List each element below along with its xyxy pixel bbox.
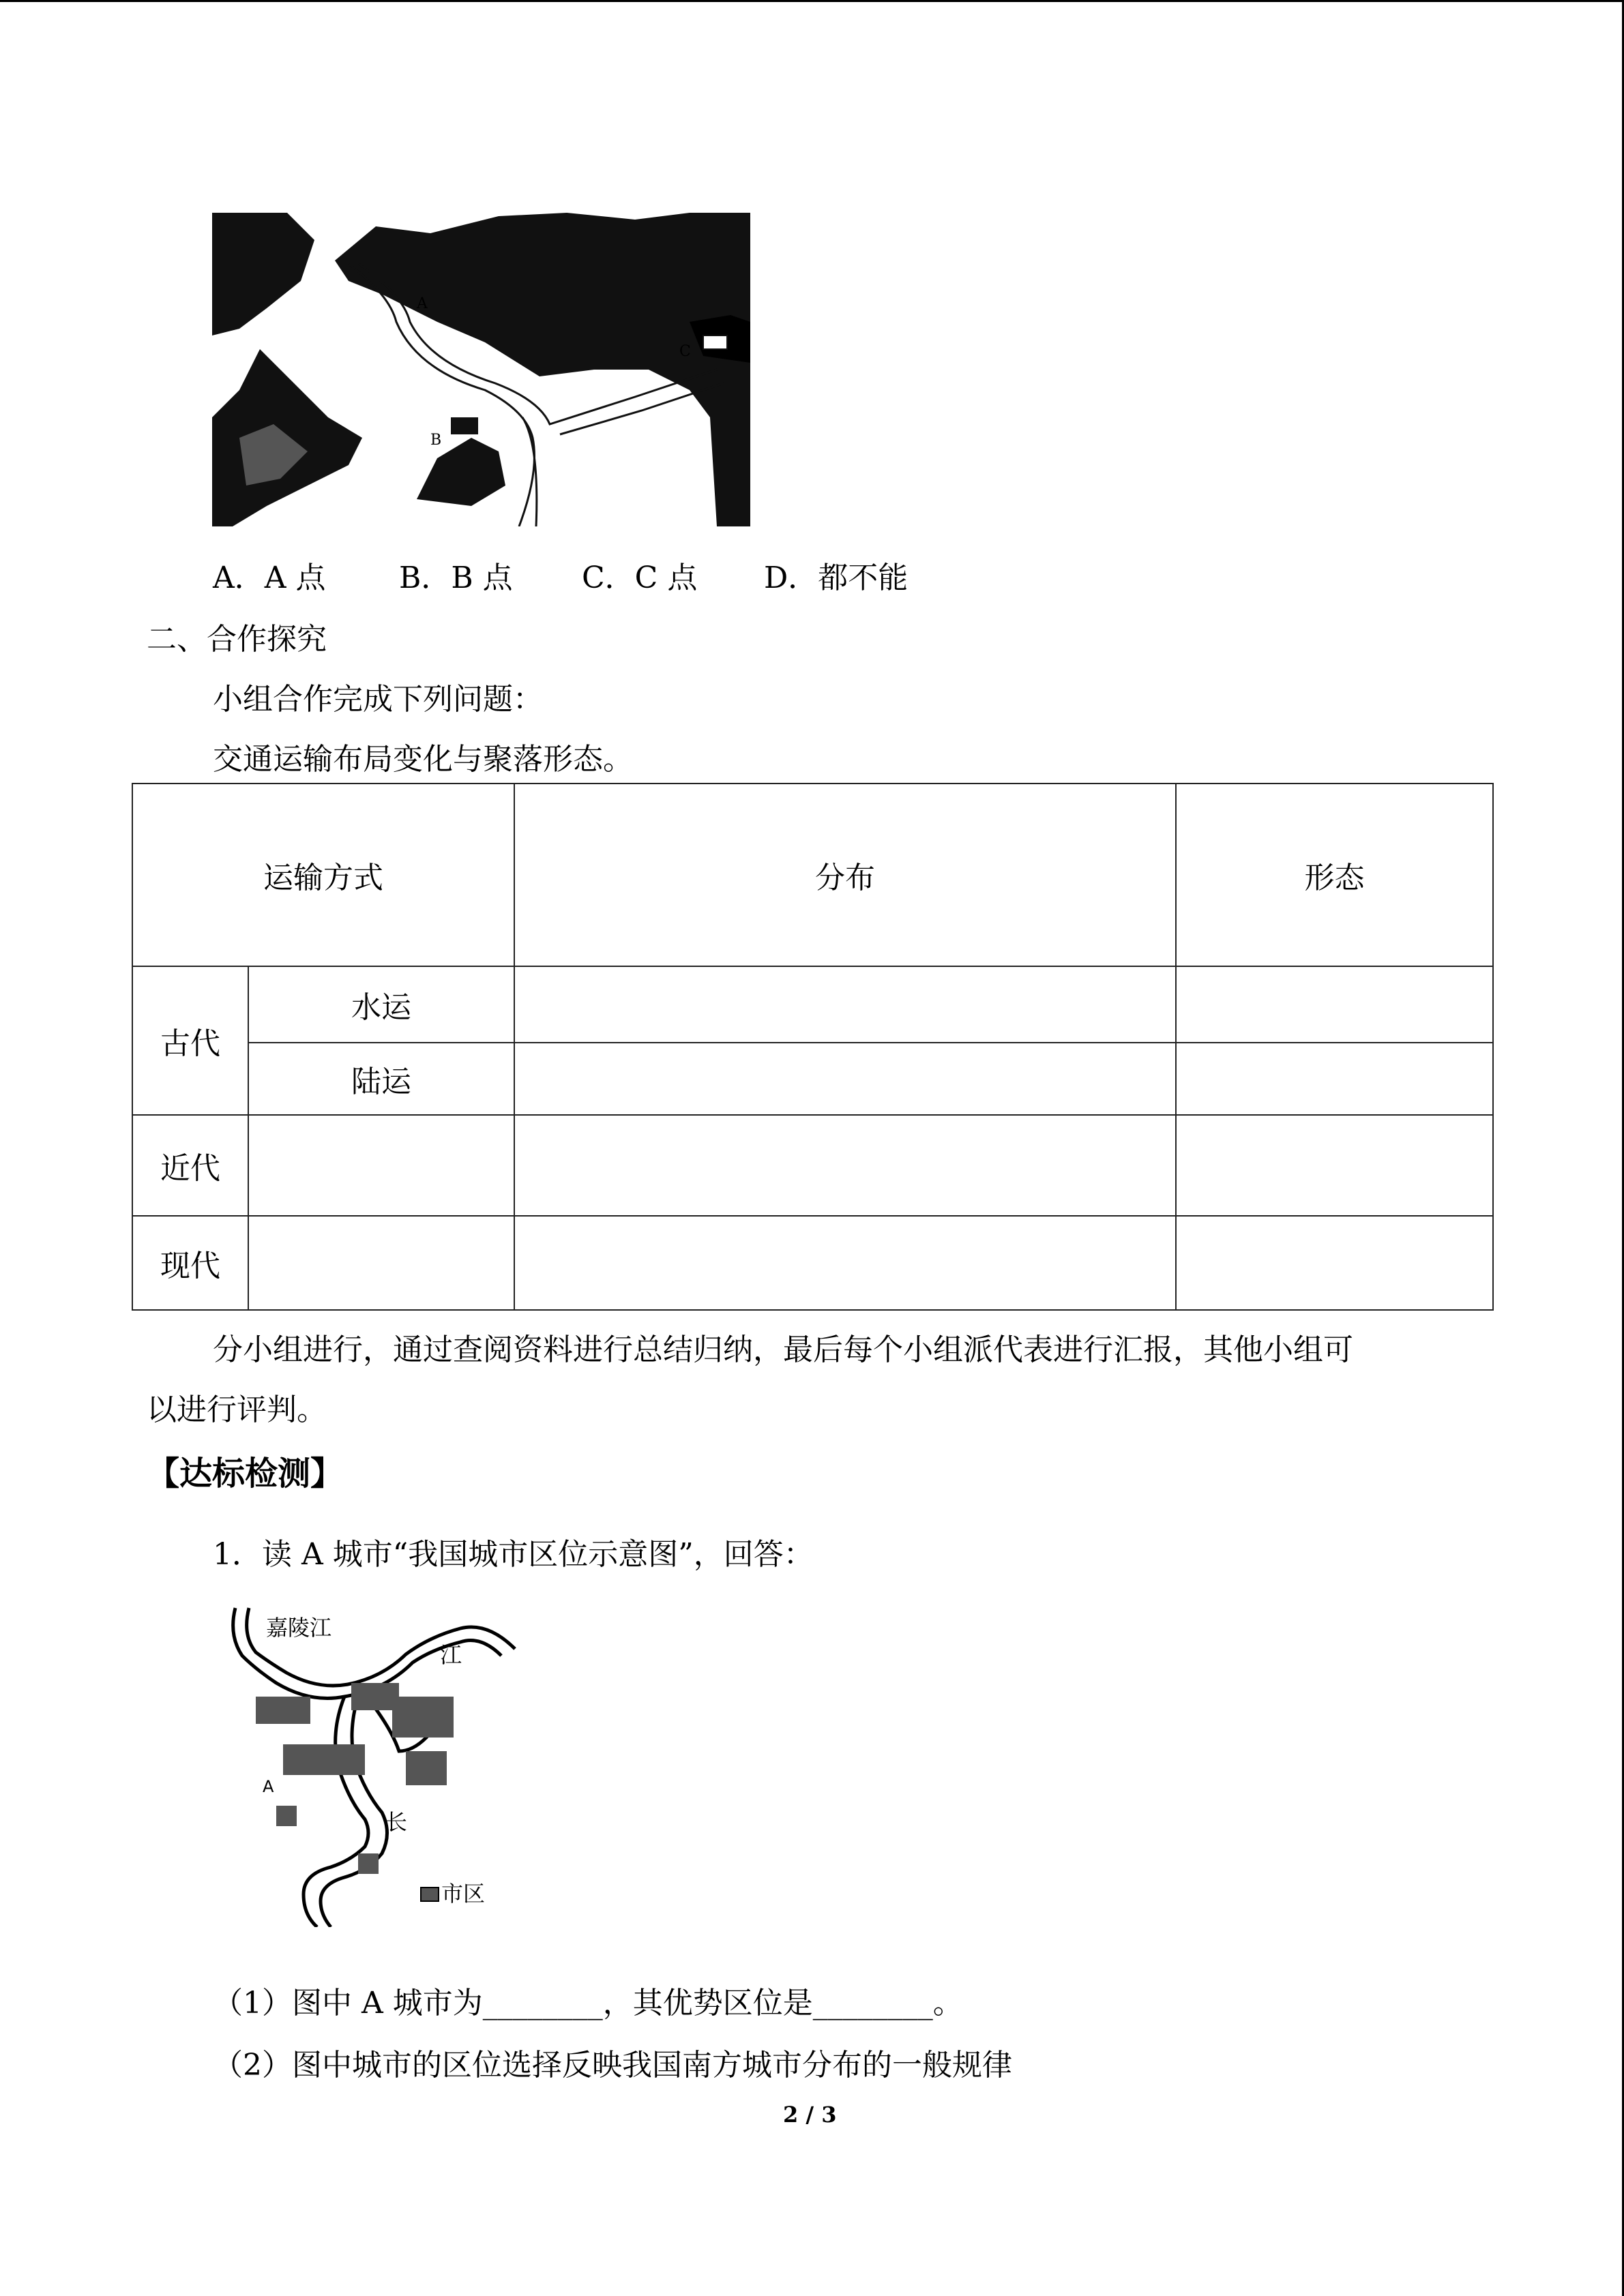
table-cell bbox=[514, 966, 1176, 1043]
section-topic: 交通运输布局变化与聚落形态。 bbox=[213, 742, 633, 777]
legend-city-label: 市区 bbox=[441, 1881, 486, 1907]
row-label-ancient: 古代 bbox=[132, 966, 248, 1115]
city-a-label: A bbox=[263, 1777, 274, 1796]
table-cell bbox=[1176, 1115, 1493, 1216]
header-form: 形态 bbox=[1176, 784, 1493, 966]
paragraph-line-2: 以进行评判。 bbox=[147, 1392, 327, 1427]
paragraph-line-1: 分小组进行，通过查阅资料进行总结归纳，最后每个小组派代表进行汇报，其他小组可 bbox=[213, 1332, 1353, 1367]
question-1-1: （1）图中 A 城市为________，其优势区位是________。 bbox=[213, 1986, 963, 2021]
table-cell bbox=[1176, 966, 1493, 1043]
table-cell bbox=[514, 1043, 1176, 1115]
choice-b: B．B 点 bbox=[399, 561, 513, 595]
section-heading-cooperation: 二、合作探究 bbox=[147, 622, 327, 657]
table-row bbox=[132, 1043, 1493, 1115]
row-sublabel-land: 陆运 bbox=[248, 1043, 514, 1115]
table-cell bbox=[248, 1115, 514, 1216]
choice-c: C．C 点 bbox=[582, 561, 698, 595]
table-header-row bbox=[132, 784, 1493, 966]
table-cell bbox=[514, 1216, 1176, 1310]
page-border bbox=[0, 0, 1624, 2]
river-label-chang: 长 bbox=[385, 1809, 408, 1835]
question-1: 1．读 A 城市“我国城市区位示意图”，回答： bbox=[213, 1537, 814, 1572]
river-label-jialing-text: 嘉陵江 bbox=[266, 1615, 332, 1641]
point-c-label: C bbox=[679, 343, 691, 360]
transport-settlement-table bbox=[132, 783, 1494, 1311]
legend-swatch bbox=[421, 1888, 439, 1901]
choice-d: D．都不能 bbox=[764, 561, 909, 595]
table-cell bbox=[248, 1216, 514, 1310]
section-intro: 小组合作完成下列问题： bbox=[213, 682, 543, 717]
row-label-modern-near: 近代 bbox=[132, 1115, 248, 1216]
table-cell bbox=[514, 1115, 1176, 1216]
question-1-2: （2）图中城市的区位选择反映我国南方城市分布的一般规律 bbox=[213, 2048, 1012, 2083]
landscape-map-figure bbox=[212, 213, 750, 526]
table-cell bbox=[1176, 1043, 1493, 1115]
row-label-modern: 现代 bbox=[132, 1216, 248, 1310]
point-a-label: A bbox=[417, 295, 428, 312]
header-transport-mode: 运输方式 bbox=[132, 784, 514, 966]
row-sublabel-water: 水运 bbox=[248, 966, 514, 1043]
table-row bbox=[132, 1216, 1493, 1310]
table-row bbox=[132, 1115, 1493, 1216]
section-heading-assessment: 【达标检测】 bbox=[147, 1455, 344, 1493]
river-label-jiang: 江 bbox=[440, 1642, 462, 1668]
city-location-map-figure bbox=[228, 1594, 529, 1927]
header-distribution: 分布 bbox=[514, 784, 1176, 966]
river-label-jialing bbox=[266, 1615, 331, 1641]
table-cell bbox=[1176, 1216, 1493, 1310]
choice-a: A．A 点 bbox=[213, 561, 326, 595]
point-b-label: B bbox=[430, 432, 442, 449]
table-row bbox=[132, 966, 1493, 1043]
page-number: 2 / 3 bbox=[783, 2102, 837, 2128]
